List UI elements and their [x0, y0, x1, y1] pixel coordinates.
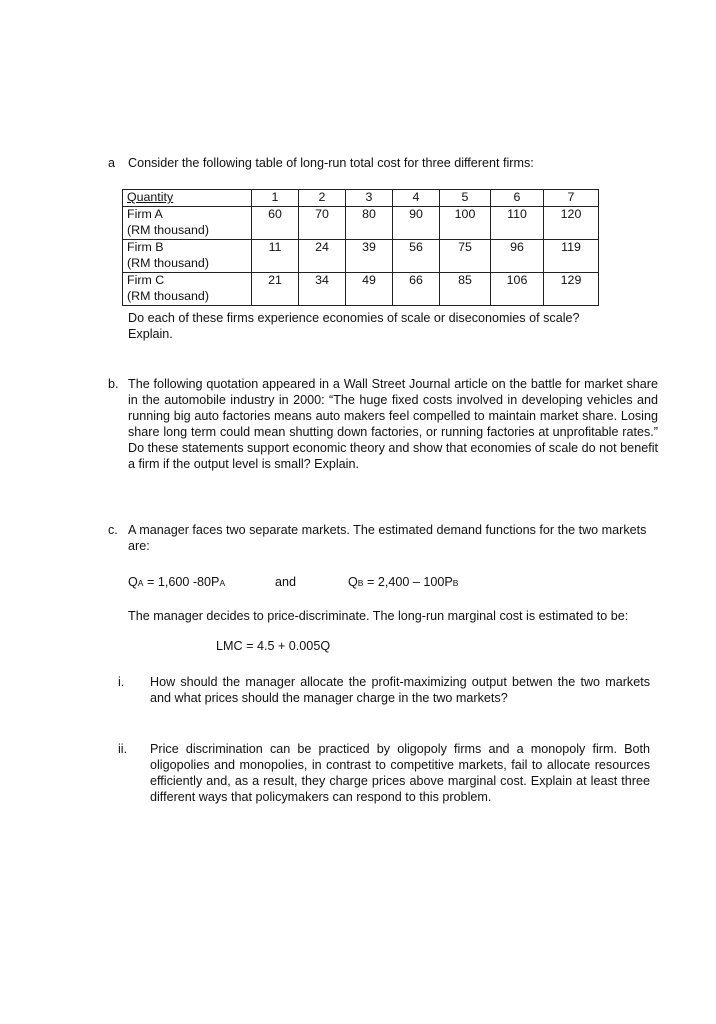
cost-cell: 100: [440, 207, 491, 240]
demand-equation-a: QA = 1,600 -80PA: [128, 575, 226, 589]
table-row-firm-c: [123, 273, 599, 290]
cost-cell: 119: [544, 240, 599, 273]
question-a-prompt: Consider the following table of long-run total cost for three different firms:: [128, 156, 534, 170]
cost-cell: 11: [252, 240, 299, 273]
quantity-cell: 2: [299, 190, 346, 207]
question-c-text: A manager faces two separate markets. The estimated demand functions for the two markets are:: [128, 523, 647, 553]
quantity-cell: 7: [544, 190, 599, 207]
manager-statement: The manager decides to price-discriminate. The long-run marginal cost is estimated to be:: [128, 609, 629, 623]
quantity-cell: 1: [252, 190, 299, 207]
cost-cell: 66: [393, 273, 440, 306]
cost-cell: 70: [299, 207, 346, 240]
cost-cell: 106: [491, 273, 544, 306]
cost-cell: 21: [252, 273, 299, 306]
follow-up-line: Explain.: [128, 327, 173, 341]
cost-cell: 49: [346, 273, 393, 306]
firm-name: Firm B: [123, 240, 252, 257]
question-b-text: The following quotation appeared in a Wall Street Journal article on the battle for market share in the automobile industry in 2000: “The huge fixed costs involved in developing vehicles and running big auto factories means auto makers feel compelled to maintain market share. Losing share long term could mean shutting down factories, or running factories at unprofitable rates.” Do these statements support economic theory and show that economies of scale do not benefit a firm if the output level is small? Explain.: [128, 377, 658, 471]
cost-cell: 110: [491, 207, 544, 240]
quantity-cell: 4: [393, 190, 440, 207]
quantity-header: Quantity: [123, 190, 252, 207]
equation-connector: and: [275, 575, 297, 589]
cost-cell: 120: [544, 207, 599, 240]
question-b-label: b.: [108, 377, 119, 391]
lmc-equation: LMC = 4.5 + 0.005Q: [216, 639, 331, 653]
firm-unit: (RM thousand): [123, 223, 252, 240]
cost-cell: 96: [491, 240, 544, 273]
cost-table: [122, 189, 599, 306]
table-row-firm-b: [123, 240, 599, 257]
table-row-firm-a: [123, 207, 599, 224]
quantity-cell: 3: [346, 190, 393, 207]
question-c-label: c.: [108, 523, 118, 537]
question-a-label: a: [108, 156, 116, 170]
firm-unit: (RM thousand): [123, 289, 252, 306]
quantity-cell: 5: [440, 190, 491, 207]
cost-cell: 39: [346, 240, 393, 273]
demand-equation-b: QB = 2,400 – 100PB: [348, 575, 459, 589]
cost-cell: 75: [440, 240, 491, 273]
cost-cell: 34: [299, 273, 346, 306]
question-a-follow-up: [128, 310, 668, 342]
firm-name: Firm C: [123, 273, 252, 290]
sub-question-ii-label: ii.: [118, 742, 128, 756]
cost-cell: 56: [393, 240, 440, 273]
cost-cell: 24: [299, 240, 346, 273]
sub-question-i-text: How should the manager allocate the profit-maximizing output betwen the two markets and what prices should the manager charge in the two markets?: [150, 675, 650, 705]
cost-cell: 90: [393, 207, 440, 240]
cost-cell: 129: [544, 273, 599, 306]
follow-up-line: Do each of these firms experience economies of scale or diseconomies of scale?: [128, 311, 580, 325]
table-header-row: [123, 190, 599, 207]
sub-question-ii-text: Price discrimination can be practiced by oligopoly firms and a monopoly firm. Both oligopolies and monopolies, in contrast to competitive markets, fail to allocate resources efficiently and, as a result, they charge prices above marginal cost. Explain at least three different ways that policymakers can respond to this problem.: [150, 742, 650, 804]
cost-cell: 60: [252, 207, 299, 240]
cost-cell: 85: [440, 273, 491, 306]
firm-unit: (RM thousand): [123, 256, 252, 273]
sub-question-i-label: i.: [118, 675, 125, 689]
quantity-cell: 6: [491, 190, 544, 207]
cost-cell: 80: [346, 207, 393, 240]
firm-name: Firm A: [123, 207, 252, 224]
